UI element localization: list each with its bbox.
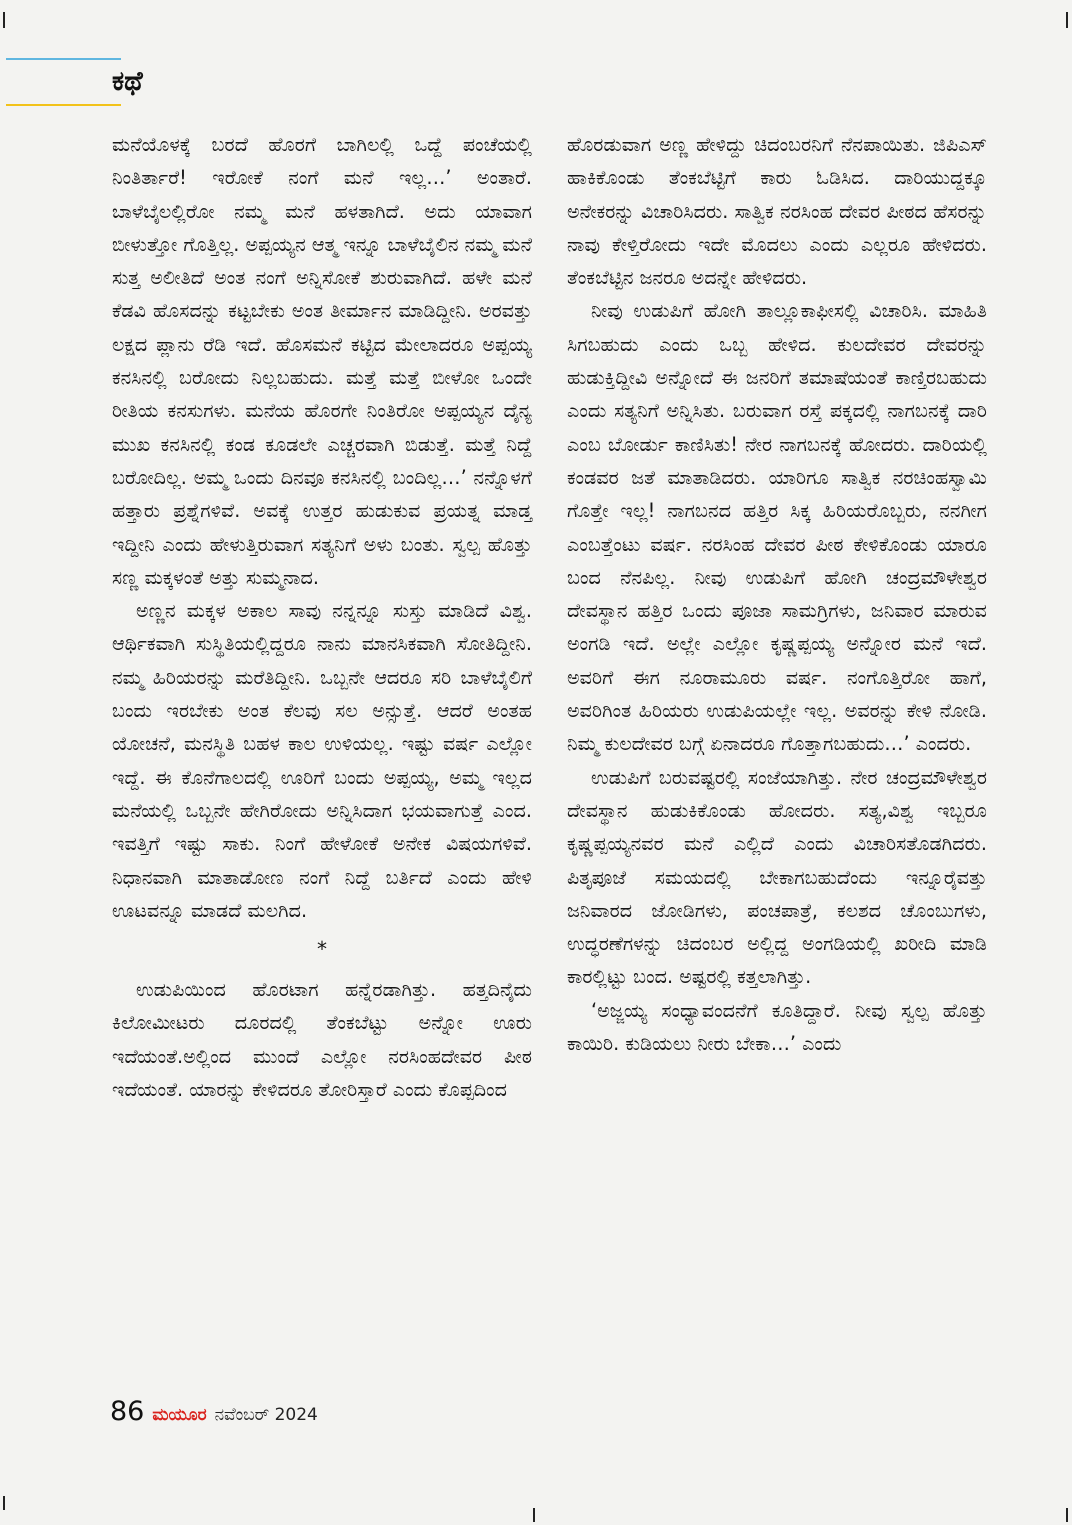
crop-mark-bottom-center (533, 1508, 535, 1522)
header-rule-blue (6, 58, 121, 60)
page-number: 86 (110, 1396, 145, 1427)
crop-mark-bottom-left (3, 1496, 5, 1510)
section-label: ಕಥೆ (112, 66, 143, 97)
paragraph: ಉಡುಪಿಯಿಂದ ಹೊರಟಾಗ ಹನ್ನೆರಡಾಗಿತ್ತು. ಹತ್ತದಿನೈದು ಕಿಲೋಮೀಟರು ದೂರದಲ್ಲಿ ತೆಂಕಬೆಟ್ಟು ಅನ್ನೋ ಊರು ಇದೆಯಂತೆ.ಅಲ್ಲಿಂದ ಮುಂದೆ ಎಲ್ಲೋ ನರಸಿಂಹದೇವರ ಪೀಠ ಇದೆಯಂತೆ. ಯಾರನ್ನು ಕೇಳಿದರೂ ತೋರಿಸ್ತಾರೆ ಎಂದು ಕೊಪ್ಪದಿಂದ (112, 978, 532, 1102)
paragraph: ‘ಅಜ್ಜಯ್ಯ ಸಂಧ್ಯಾವಂದನೆಗೆ ಕೂತಿದ್ದಾರೆ. ನೀವು ಸ್ವಲ್ಪ ಹೊತ್ತು ಕಾಯಿರಿ. ಕುಡಿಯಲು ನೀರು ಬೇಕಾ…’ ಎಂದು (567, 998, 987, 1056)
issue-date: ನವೆಂಬರ್ 2024 (214, 1405, 318, 1425)
magazine-logo: ಮಯೂರ (152, 1405, 207, 1425)
right-column (567, 128, 987, 1060)
paragraph: ನೀವು ಉಡುಪಿಗೆ ಹೋಗಿ ತಾಲ್ಲೂಕಾಫೀಸಲ್ಲಿ ವಿಚಾರಿಸಿ. ಮಾಹಿತಿ ಸಿಗಬಹುದು ಎಂದು ಒಬ್ಬ ಹೇಳಿದ. ಕುಲದೇವರ ದೇವರನ್ನು ಹುಡುಕ್ತಿದ್ದೀವಿ ಅನ್ನೋದೆ ಈ ಜನರಿಗೆ ತಮಾಷೆಯಂತೆ ಕಾಣ್ತಿರಬಹುದು ಎಂದು ಸತ್ಯನಿಗೆ ಅನ್ನಿಸಿತು. ಬರುವಾಗ ರಸ್ತೆ ಪಕ್ಕದಲ್ಲಿ ನಾಗಬನಕ್ಕೆ ದಾರಿ ಎಂಬ ಬೋರ್ಡು ಕಾಣಿಸಿತು! ನೇರ ನಾಗಬನಕ್ಕೆ ಹೋದರು. ದಾರಿಯಲ್ಲಿ ಕಂಡವರ ಜತೆ ಮಾತಾಡಿದರು. ಯಾರಿಗೂ ಸಾತ್ವಿಕ ನರಚಿಂಹಸ್ವಾಮಿ ಗೊತ್ತೇ ಇಲ್ಲ! ನಾಗಬನದ ಹತ್ತಿರ ಸಿಕ್ಕ ಹಿರಿಯರೊಬ್ಬರು, ನನಗೀಗ ಎಂಬತ್ತೆಂಟು ವರ್ಷ. ನರಸಿಂಹ ದೇವರ ಪೀಠ ಕೇಳಿಕೊಂಡು ಯಾರೂ ಬಂದ ನೆನಪಿಲ್ಲ. ನೀವು ಉಡುಪಿಗೆ ಹೋಗಿ ಚಂದ್ರಮೌಳೇಶ್ವರ ದೇವಸ್ಥಾನ ಹತ್ತಿರ ಒಂದು ಪೂಜಾ ಸಾಮಗ್ರಿಗಳು, ಜನಿವಾರ ಮಾರುವ ಅಂಗಡಿ ಇದೆ. ಅಲ್ಲೇ ಎಲ್ಲೋ ಕೃಷ್ಣಪ್ಪಯ್ಯ ಅನ್ನೋರ ಮನೆ ಇದೆ. ಅವರಿಗೆ ಈಗ ನೂರಾಮೂರು ವರ್ಷ. ನಂಗೊತ್ತಿರೋ ಹಾಗೆ, ಅವರಿಗಿಂತ ಹಿರಿಯರು ಉಡುಪಿಯಲ್ಲೇ ಇಲ್ಲ. ಅವರನ್ನು ಕೇಳಿ ನೋಡಿ. ನಿಮ್ಮ ಕುಲದೇವರ ಬಗ್ಗೆ ಏನಾದರೂ ಗೊತ್ತಾಗಬಹುದು…’ ಎಂದರು. (567, 299, 987, 756)
header-rule-yellow (6, 104, 121, 106)
page-footer (110, 1396, 318, 1427)
section-separator: * (317, 937, 327, 962)
crop-mark-top-left (3, 12, 5, 28)
crop-mark-top-right (1066, 12, 1068, 28)
paragraph: ಹೊರಡುವಾಗ ಅಣ್ಣ ಹೇಳಿದ್ದು ಚಿದಂಬರನಿಗೆ ನೆನಪಾಯಿತು. ಜಿಪಿಎಸ್ ಹಾಕಿಕೊಂಡು ತೆಂಕಬೆಟ್ಟಿಗೆ ಕಾರು ಓಡಿಸಿದ. ದಾರಿಯುದ್ದಕ್ಕೂ ಅನೇಕರನ್ನು ವಿಚಾರಿಸಿದರು. ಸಾತ್ವಿಕ ನರಸಿಂಹ ದೇವರ ಪೀಠದ ಹೆಸರನ್ನು ನಾವು ಕೇಳ್ತಿರೋದು ಇದೇ ಮೊದಲು ಎಂದು ಎಲ್ಲರೂ ಹೇಳಿದರು. ತೆಂಕಬೆಟ್ಟಿನ ಜನರೂ ಅದನ್ನೇ ಹೇಳಿದರು. (567, 133, 987, 290)
left-column (112, 128, 532, 1106)
paragraph: ಉಡುಪಿಗೆ ಬರುವಷ್ಟರಲ್ಲಿ ಸಂಜೆಯಾಗಿತ್ತು. ನೇರ ಚಂದ್ರಮೌಳೇಶ್ವರ ದೇವಸ್ಥಾನ ಹುಡುಕಿಕೊಂಡು ಹೋದರು. ಸತ್ಯ,ವಿಶ್ವ ಇಬ್ಬರೂ ಕೃಷ್ಣಪ್ಪಯ್ಯನವರ ಮನೆ ಎಲ್ಲಿದೆ ಎಂದು ವಿಚಾರಿಸತೊಡಗಿದರು. ಪಿತೃಪೂಜೆ ಸಮಯದಲ್ಲಿ ಬೇಕಾಗಬಹುದೆಂದು ಇನ್ನೂರೈವತ್ತು ಜನಿವಾರದ ಜೋಡಿಗಳು, ಪಂಚಪಾತ್ರೆ, ಕಲಶದ ಚೊಂಬುಗಳು, ಉದ್ಧರಣೆಗಳನ್ನು ಚಿದಂಬರ ಅಲ್ಲಿದ್ದ ಅಂಗಡಿಯಲ್ಲಿ ಖರೀದಿ ಮಾಡಿ ಕಾರಲ್ಲಿಟ್ಟು ಬಂದ. ಅಷ್ಟರಲ್ಲಿ ಕತ್ತಲಾಗಿತ್ತು. (567, 765, 987, 989)
crop-mark-bottom-right (1066, 1508, 1068, 1522)
paragraph: ಮನೆಯೊಳಕ್ಕೆ ಬರದೆ ಹೊರಗೆ ಬಾಗಿಲಲ್ಲಿ ಒದ್ದೆ ಪಂಚೆಯಲ್ಲಿ ನಿಂತಿರ್ತಾರೆ! ಇರೋಕೆ ನಂಗೆ ಮನೆ ಇಲ್ಲ…’ ಅಂತಾರೆ. ಬಾಳೆಬೈಲಲ್ಲಿರೋ ನಮ್ಮ ಮನೆ ಹಳತಾಗಿದೆ. ಅದು ಯಾವಾಗ ಬೀಳುತ್ತೋ ಗೊತ್ತಿಲ್ಲ. ಅಪ್ಪಯ್ಯನ ಆತ್ಮ ಇನ್ನೂ ಬಾಳೆಬೈಲಿನ ನಮ್ಮ ಮನೆ ಸುತ್ತ ಅಲೀತಿದೆ ಅಂತ ನಂಗೆ ಅನ್ನಿಸೋಕೆ ಶುರುವಾಗಿದೆ. ಹಳೇ ಮನೆ ಕೆಡವಿ ಹೊಸದನ್ನು ಕಟ್ಟಬೇಕು ಅಂತ ತೀರ್ಮಾನ ಮಾಡಿದ್ದೀನಿ. ಅರವತ್ತು ಲಕ್ಷದ ಪ್ಲಾನು ರೆಡಿ ಇದೆ. ಹೊಸಮನೆ ಕಟ್ಟಿದ ಮೇಲಾದರೂ ಅಪ್ಪಯ್ಯ ಕನಸಿನಲ್ಲಿ ಬರೋದು ನಿಲ್ಲಬಹುದು. ಮತ್ತೆ ಮತ್ತೆ ಬೀಳೋ ಒಂದೇ ರೀತಿಯ ಕನಸುಗಳು. ಮನೆಯ ಹೊರಗೇ ನಿಂತಿರೋ ಅಪ್ಪಯ್ಯನ ದೈನ್ಯ ಮುಖ ಕನಸಿನಲ್ಲಿ ಕಂಡ ಕೂಡಲೇ ಎಚ್ಚರವಾಗಿ ಬಿಡುತ್ತೆ. ಮತ್ತೆ ನಿದ್ದೆ ಬರೋದಿಲ್ಲ. ಅಮ್ಮ ಒಂದು ದಿನವೂ ಕನಸಿನಲ್ಲಿ ಬಂದಿಲ್ಲ…’ ನನ್ನೊಳಗೆ ಹತ್ತಾರು ಪ್ರಶ್ನೆಗಳಿವೆ. ಅವಕ್ಕೆ ಉತ್ತರ ಹುಡುಕುವ ಪ್ರಯತ್ನ ಮಾಡ್ತ ಇದ್ದೀನಿ ಎಂದು ಹೇಳುತ್ತಿರುವಾಗ ಸತ್ಯನಿಗೆ ಅಳು ಬಂತು. ಸ್ವಲ್ಪ ಹೊತ್ತು ಸಣ್ಣ ಮಕ್ಕಳಂತೆ ಅತ್ತು ಸುಮ್ಮನಾದ. (112, 133, 532, 589)
paragraph: ಅಣ್ಣನ ಮಕ್ಕಳ ಅಕಾಲ ಸಾವು ನನ್ನನ್ನೂ ಸುಸ್ತು ಮಾಡಿದೆ ವಿಶ್ವ. ಆರ್ಥಿಕವಾಗಿ ಸುಸ್ಥಿತಿಯಲ್ಲಿದ್ದರೂ ನಾನು ಮಾನಸಿಕವಾಗಿ ಸೋತಿದ್ದೀನಿ. ನಮ್ಮ ಹಿರಿಯರನ್ನು ಮರೆತಿದ್ದೀನಿ. ಒಬ್ಬನೇ ಆದರೂ ಸರಿ ಬಾಳೆಬೈಲಿಗೆ ಬಂದು ಇರಬೇಕು ಅಂತ ಕೆಲವು ಸಲ ಅನ್ಸುತ್ತೆ. ಆದರೆ ಅಂತಹ ಯೋಚನೆ, ಮನಸ್ಥಿತಿ ಬಹಳ ಕಾಲ ಉಳಿಯಲ್ಲ. ಇಷ್ಟು ವರ್ಷ ಎಲ್ಲೋ ಇದ್ದೆ. ಈ ಕೊನೆಗಾಲದಲ್ಲಿ ಊರಿಗೆ ಬಂದು ಅಪ್ಪಯ್ಯ, ಅಮ್ಮ ಇಲ್ಲದ ಮನೆಯಲ್ಲಿ ಒಬ್ಬನೇ ಹೇಗಿರೋದು ಅನ್ನಿಸಿದಾಗ ಭಯವಾಗುತ್ತೆ ಎಂದ. ಇವತ್ತಿಗೆ ಇಷ್ಟು ಸಾಕು. ನಿಂಗೆ ಹೇಳೋಕೆ ಅನೇಕ ವಿಷಯಗಳಿವೆ. ನಿಧಾನವಾಗಿ ಮಾತಾಡೋಣ ನಂಗೆ ನಿದ್ದೆ ಬರ್ತಿದೆ ಎಂದು ಹೇಳಿ ಊಟವನ್ನೂ ಮಾಡದೆ ಮಲಗಿದ. (112, 599, 532, 922)
